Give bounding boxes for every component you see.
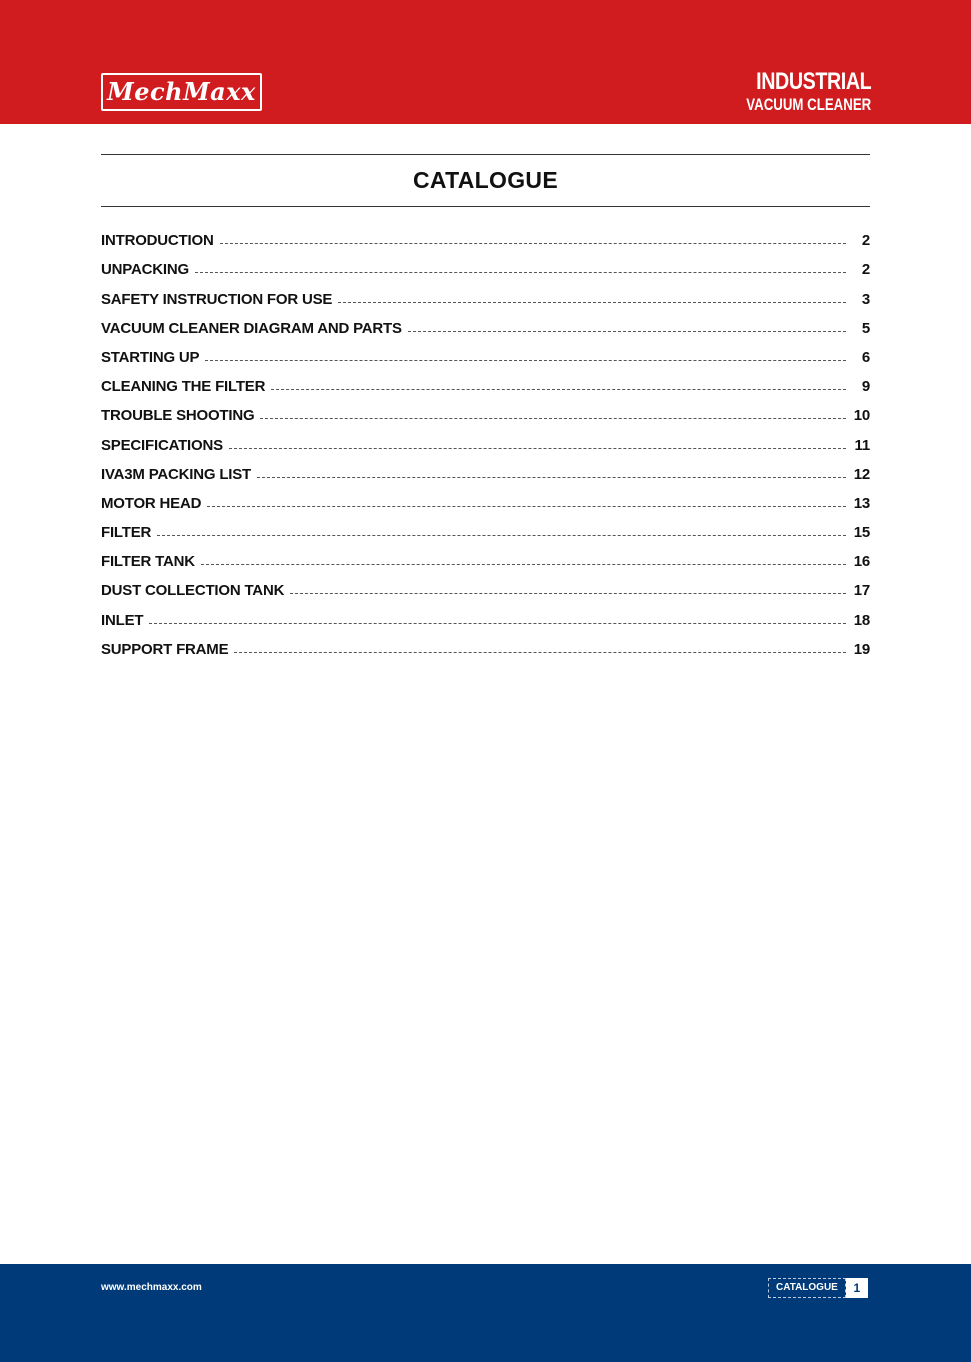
page-header (0, 0, 971, 124)
toc-entry[interactable] (101, 368, 870, 397)
toc-entry[interactable] (101, 280, 870, 309)
toc-entry[interactable] (101, 601, 870, 630)
toc-leader-dots (260, 418, 846, 419)
toc-entry-label: MOTOR HEAD (101, 494, 202, 512)
page-number: 1 (846, 1278, 868, 1298)
page-tag (768, 1278, 868, 1298)
toc-entry[interactable] (101, 251, 870, 280)
toc-leader-dots (201, 564, 846, 565)
brand-logo: MechMaxx (101, 73, 262, 111)
toc-entry-label: INTRODUCTION (101, 232, 214, 250)
toc-entry-page: 13 (853, 494, 870, 512)
toc-entry[interactable] (101, 543, 870, 572)
toc-entry[interactable] (101, 514, 870, 543)
toc-entry[interactable] (101, 485, 870, 514)
toc-entry-label: SUPPORT FRAME (101, 640, 229, 658)
website-link[interactable]: www.mechmaxx.com (101, 1282, 202, 1293)
toc-entry-label: DUST COLLECTION TANK (101, 582, 285, 600)
toc-entry-page: 15 (853, 524, 870, 542)
toc-entry-page: 16 (853, 553, 870, 571)
toc-entry[interactable] (101, 222, 870, 251)
page-title: CATALOGUE (413, 167, 558, 193)
toc-entry-page: 2 (861, 261, 870, 279)
toc-entry-label: FILTER (101, 524, 152, 542)
toc-entry-page: 6 (861, 348, 870, 366)
product-title-line1: INDUSTRIAL (755, 68, 871, 95)
toc-entry[interactable] (101, 426, 870, 455)
toc-entry[interactable] (101, 572, 870, 601)
toc-entry-label: FILTER TANK (101, 553, 195, 571)
toc-entry-label: INLET (101, 611, 144, 629)
toc-entry-label: VACUUM CLEANER DIAGRAM AND PARTS (101, 319, 402, 337)
toc-entry-page: 2 (861, 232, 870, 250)
toc-entry-label: SAFETY INSTRUCTION FOR USE (101, 290, 333, 308)
toc-entry-page: 9 (861, 378, 870, 396)
toc-leader-dots (149, 623, 846, 624)
toc-leader-dots (157, 535, 846, 536)
toc-entry-page: 17 (853, 582, 870, 600)
toc-leader-dots (234, 652, 846, 653)
toc-entry[interactable] (101, 456, 870, 485)
toc-entry-page: 10 (853, 407, 870, 425)
toc-leader-dots (207, 506, 846, 507)
table-of-contents (101, 222, 870, 660)
toc-entry-page: 12 (853, 465, 870, 483)
toc-entry-label: TROUBLE SHOOTING (101, 407, 255, 425)
toc-entry-page: 18 (853, 611, 870, 629)
toc-entry-label: UNPACKING (101, 261, 189, 279)
toc-leader-dots (195, 272, 846, 273)
section-label: CATALOGUE (768, 1278, 846, 1298)
toc-entry[interactable] (101, 339, 870, 368)
toc-entry-page: 3 (861, 290, 870, 308)
toc-leader-dots (408, 331, 846, 332)
toc-entry-page: 5 (861, 319, 870, 337)
toc-entry-label: CLEANING THE FILTER (101, 378, 266, 396)
toc-leader-dots (229, 448, 846, 449)
toc-entry-page: 11 (854, 436, 870, 454)
product-title (711, 70, 871, 113)
toc-leader-dots (338, 302, 846, 303)
toc-entry-label: STARTING UP (101, 348, 200, 366)
toc-entry[interactable] (101, 631, 870, 660)
toc-entry-page: 19 (853, 640, 870, 658)
product-title-line2: VACUUM CLEANER (746, 95, 871, 114)
toc-leader-dots (220, 243, 846, 244)
toc-leader-dots (290, 593, 846, 594)
toc-entry-label: SPECIFICATIONS (101, 436, 223, 454)
toc-leader-dots (271, 389, 846, 390)
toc-leader-dots (257, 477, 846, 478)
toc-entry-label: IVA3M PACKING LIST (101, 465, 252, 483)
toc-entry[interactable] (101, 397, 870, 426)
page-footer (0, 1264, 971, 1362)
toc-leader-dots (205, 360, 846, 361)
toc-entry[interactable] (101, 310, 870, 339)
catalogue-heading-band (101, 154, 870, 207)
